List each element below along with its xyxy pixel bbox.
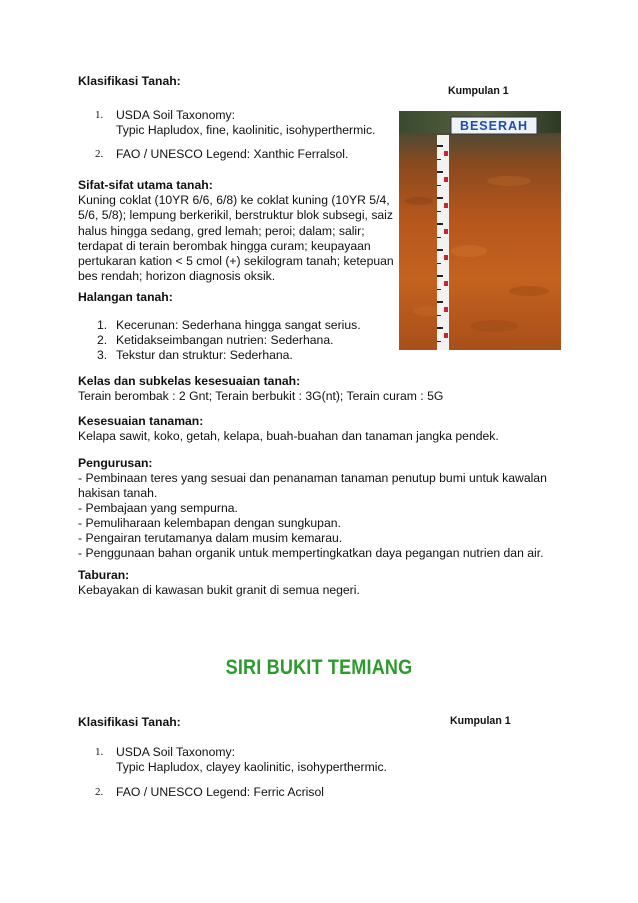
item-number: 3. — [97, 348, 108, 362]
halangan-item: Tekstur dan struktur: Sederhana. — [116, 348, 293, 362]
kumpulan-label-2: Kumpulan 1 — [450, 715, 511, 727]
soil-profile-photo — [399, 111, 561, 350]
series-title: SIRI BUKIT TEMIANG — [225, 656, 413, 679]
pengurusan-line: - Penggunaan bahan organik untuk mempertingkatkan daya pegangan nutrien dan air. — [78, 546, 544, 560]
pengurusan-line: - Pemuliharaan kelembapan dengan sungkupan. — [78, 516, 341, 530]
usda-taxonomy-label-2: USDA Soil Taxonomy: — [116, 745, 235, 759]
measuring-staff — [437, 135, 449, 350]
klasifikasi-heading: Klasifikasi Tanah: — [78, 74, 181, 88]
halangan-item: Kecerunan: Sederhana hingga sangat serius. — [116, 318, 361, 332]
klasifikasi-heading-2: Klasifikasi Tanah: — [78, 715, 181, 729]
sign-text: BESERAH — [459, 119, 529, 133]
kelas-text: Terain berombak : 2 Gnt; Terain berbukit : 3G(nt); Terain curam : 5G — [78, 389, 444, 403]
usda-taxonomy-label: USDA Soil Taxonomy: — [116, 108, 235, 122]
item-number: 2. — [95, 786, 104, 798]
item-number: 2. — [95, 148, 104, 160]
pengurusan-line: - Pengairan terutamanya dalam musim kemarau. — [78, 531, 343, 545]
kumpulan-label: Kumpulan 1 — [448, 85, 509, 97]
item-number: 2. — [97, 333, 108, 347]
pengurusan-line: - Pembinaan teres yang sesuai dan penanaman tanaman penutup bumi untuk kawalan — [78, 471, 547, 485]
taburan-text: Kebayakan di kawasan bukit granit di semua negeri. — [78, 583, 360, 597]
sifat-line: bes rendah; horizon diagnosis oksik. — [78, 269, 276, 283]
pengurusan-heading: Pengurusan: — [78, 456, 153, 470]
sifat-heading: Sifat-sifat utama tanah: — [78, 178, 213, 192]
sifat-line: halus hingga sedang, gred lemah; peroi; dalam; salir; — [78, 224, 365, 238]
kelas-heading: Kelas dan subkelas kesesuaian tanah: — [78, 374, 301, 388]
item-number: 1. — [95, 109, 104, 121]
sifat-line: Kuning coklat (10YR 6/6, 6/8) ke coklat kuning (10YR 5/4, — [78, 193, 390, 207]
pengurusan-line: - Pembajaan yang sempurna. — [78, 501, 238, 515]
taburan-heading: Taburan: — [78, 568, 130, 582]
sifat-line: terdapat di terain berombak hingga curam; keupayaan — [78, 239, 371, 253]
sifat-line: pertukaran kation < 5 cmol (+) sekilogram tanah; ketepuan — [78, 254, 394, 268]
item-number: 1. — [95, 746, 104, 758]
item-number: 1. — [97, 318, 108, 332]
kesesuaian-text: Kelapa sawit, koko, getah, kelapa, buah-buahan dan tanaman jangka pendek. — [78, 429, 499, 443]
fao-legend: FAO / UNESCO Legend: Xanthic Ferralsol. — [116, 147, 349, 161]
halangan-heading: Halangan tanah: — [78, 290, 173, 304]
pengurusan-line: hakisan tanah. — [78, 486, 158, 500]
sifat-line: 5/6, 5/8); lempung berkerikil, berstruktur blok subsegi, saiz — [78, 208, 393, 222]
kesesuaian-heading: Kesesuaian tanaman: — [78, 414, 204, 428]
usda-taxonomy-value: Typic Hapludox, fine, kaolinitic, isohyperthermic. — [116, 123, 376, 137]
halangan-item: Ketidakseimbangan nutrien: Sederhana. — [116, 333, 334, 347]
usda-taxonomy-value-2: Typic Hapludox, clayey kaolinitic, isohyperthermic. — [116, 760, 387, 774]
fao-legend-2: FAO / UNESCO Legend: Ferric Acrisol — [116, 785, 324, 799]
